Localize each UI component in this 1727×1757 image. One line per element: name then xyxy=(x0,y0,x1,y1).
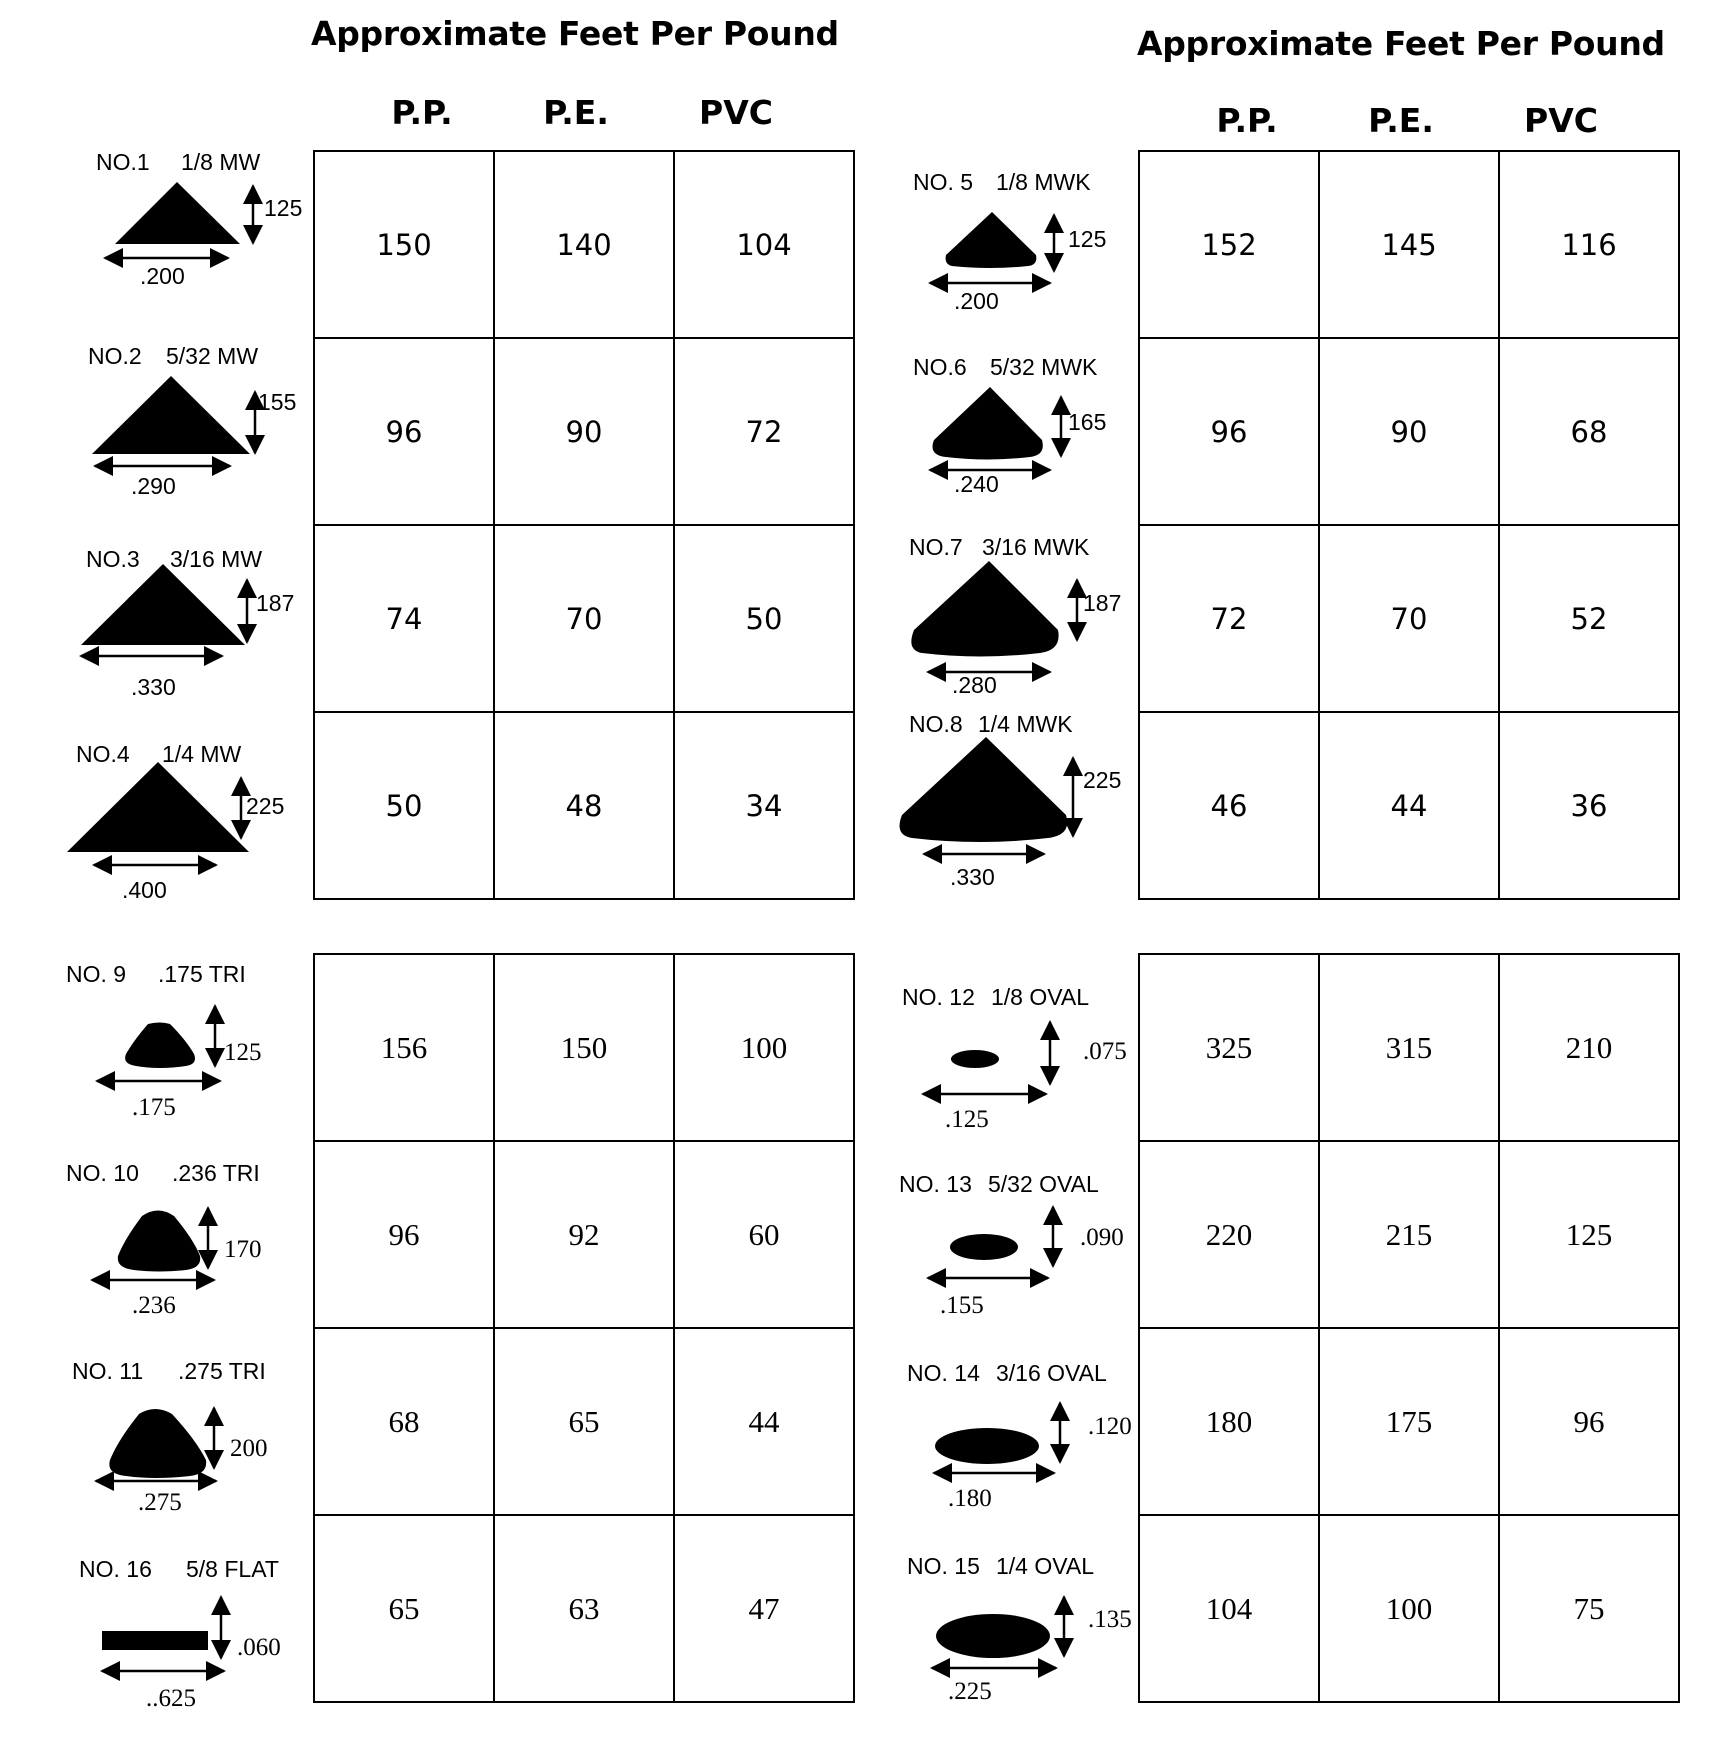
profile-size: 3/16 MW xyxy=(170,546,263,572)
value-cell: 47 xyxy=(674,1515,854,1702)
value-cell: 156 xyxy=(314,954,494,1141)
value-cell: 325 xyxy=(1139,954,1319,1141)
value-cell: 36 xyxy=(1499,712,1679,899)
oval-profile-icon xyxy=(935,1428,1039,1464)
profile-height: 187 xyxy=(1083,590,1122,616)
profile-size: 5/8 FLAT xyxy=(186,1556,279,1582)
value-cell: 90 xyxy=(494,338,674,525)
profile-number: NO. 5 xyxy=(913,169,974,195)
value-cell: 210 xyxy=(1499,954,1679,1141)
profile-number: NO.1 xyxy=(96,149,150,175)
profile-height: .090 xyxy=(1080,1224,1124,1251)
value-cell: 72 xyxy=(1139,525,1319,712)
dome-profile-icon xyxy=(125,1023,195,1069)
value-cell: 75 xyxy=(1499,1515,1679,1702)
oval-profile-icon xyxy=(936,1614,1050,1658)
value-cell: 220 xyxy=(1139,1141,1319,1328)
col-header-pe-left: P.E. xyxy=(543,93,609,132)
value-cell: 215 xyxy=(1319,1141,1499,1328)
profile-height: 165 xyxy=(1068,409,1107,435)
profile-height: .075 xyxy=(1083,1038,1127,1065)
value-cell: 34 xyxy=(674,712,854,899)
profile-height: 125 xyxy=(1068,226,1107,252)
profile-size: 3/16 MWK xyxy=(982,534,1090,560)
profile-size: .275 TRI xyxy=(178,1358,266,1384)
profile-number: NO.2 xyxy=(88,343,142,369)
triangle-profile-icon xyxy=(67,762,249,852)
profile-size: 5/32 OVAL xyxy=(988,1171,1099,1197)
value-cell: 52 xyxy=(1499,525,1679,712)
value-cell: 70 xyxy=(1319,525,1499,712)
profile-number: NO. 13 xyxy=(899,1171,972,1197)
profile-height: .120 xyxy=(1088,1413,1132,1440)
profile-size: 1/8 MWK xyxy=(996,169,1091,195)
profile-height: 225 xyxy=(1083,767,1122,793)
value-cell: 96 xyxy=(1499,1328,1679,1515)
profile-width: .200 xyxy=(954,288,999,314)
profile-width: .400 xyxy=(122,877,167,903)
profile-number: NO. 12 xyxy=(902,984,975,1010)
profile-width: .330 xyxy=(131,674,176,700)
profile-number: NO. 14 xyxy=(907,1360,980,1386)
col-header-pp-left: P.P. xyxy=(391,93,453,132)
value-cell: 145 xyxy=(1319,151,1499,338)
dome-profile-icon xyxy=(109,1409,206,1478)
rounded-triangle-profile-icon xyxy=(946,212,1037,268)
profile-width: .240 xyxy=(954,471,999,497)
col-header-pvc-right: PVC xyxy=(1524,101,1598,140)
profile-number: NO. 10 xyxy=(66,1160,139,1186)
profile-size: 1/8 OVAL xyxy=(991,984,1090,1010)
profile-width: .280 xyxy=(952,672,997,698)
value-cell: 180 xyxy=(1139,1328,1319,1515)
value-cell: 72 xyxy=(674,338,854,525)
profile-width: .275 xyxy=(138,1489,182,1516)
triangle-profile-icon xyxy=(92,376,250,454)
col-header-pvc-left: PVC xyxy=(699,93,773,132)
profile-size: 1/4 OVAL xyxy=(996,1553,1095,1579)
profile-height: 125 xyxy=(264,195,303,221)
value-cell: 92 xyxy=(494,1141,674,1328)
profile-size: 1/8 MW xyxy=(181,149,261,175)
dome-profile-icon xyxy=(118,1211,200,1272)
value-cell: 152 xyxy=(1139,151,1319,338)
value-cell: 96 xyxy=(314,1141,494,1328)
value-cell: 63 xyxy=(494,1515,674,1702)
profile-height: .135 xyxy=(1088,1606,1132,1633)
heading-right: Approximate Feet Per Pound xyxy=(1137,24,1665,63)
oval-profile-icon xyxy=(950,1234,1018,1260)
value-cell: 96 xyxy=(1139,338,1319,525)
rounded-triangle-profile-icon xyxy=(933,387,1043,460)
value-cell: 175 xyxy=(1319,1328,1499,1515)
profile-number: NO. 16 xyxy=(79,1556,152,1582)
profile-width: .236 xyxy=(132,1292,176,1319)
profile-size: 1/4 MW xyxy=(162,741,242,767)
profile-height: 125 xyxy=(224,1039,262,1066)
value-cell: 150 xyxy=(314,151,494,338)
value-cell: 315 xyxy=(1319,954,1499,1141)
flat-profile-icon xyxy=(102,1631,208,1650)
profile-width: .290 xyxy=(131,473,176,499)
value-cell: 48 xyxy=(494,712,674,899)
value-cell: 46 xyxy=(1139,712,1319,899)
profile-size: 5/32 MW xyxy=(166,343,259,369)
col-header-pe-right: P.E. xyxy=(1368,101,1434,140)
profile-width: .175 xyxy=(132,1094,176,1121)
value-cell: 140 xyxy=(494,151,674,338)
triangle-profile-icon xyxy=(81,564,245,645)
heading-left: Approximate Feet Per Pound xyxy=(311,14,839,53)
value-cell: 104 xyxy=(674,151,854,338)
profile-number: NO.6 xyxy=(913,354,967,380)
rounded-triangle-profile-icon xyxy=(900,737,1068,842)
value-cell: 100 xyxy=(1319,1515,1499,1702)
profile-height: 225 xyxy=(246,793,285,819)
value-cell: 44 xyxy=(674,1328,854,1515)
triangle-profile-icon xyxy=(115,182,240,244)
profile-width: .180 xyxy=(948,1485,992,1512)
value-cell: 50 xyxy=(314,712,494,899)
profile-width: .155 xyxy=(940,1292,984,1319)
profile-number: NO.8 xyxy=(909,711,963,737)
profile-width: .200 xyxy=(140,263,185,289)
profile-width: .125 xyxy=(945,1106,989,1133)
rounded-triangle-profile-icon xyxy=(911,561,1058,657)
value-cell: 70 xyxy=(494,525,674,712)
value-cell: 116 xyxy=(1499,151,1679,338)
value-cell: 68 xyxy=(314,1328,494,1515)
col-header-pp-right: P.P. xyxy=(1216,101,1278,140)
profile-size: .175 TRI xyxy=(158,961,246,987)
profile-number: NO.3 xyxy=(86,546,140,572)
profile-number: NO. 11 xyxy=(72,1358,144,1384)
profile-height: 187 xyxy=(256,590,295,616)
value-cell: 100 xyxy=(674,954,854,1141)
profile-number: NO. 15 xyxy=(907,1553,980,1579)
value-cell: 150 xyxy=(494,954,674,1141)
profile-width: .330 xyxy=(950,864,995,890)
profile-number: NO. 9 xyxy=(66,961,127,987)
value-cell: 90 xyxy=(1319,338,1499,525)
profile-size: 3/16 OVAL xyxy=(996,1360,1107,1386)
value-cell: 125 xyxy=(1499,1141,1679,1328)
value-cell: 60 xyxy=(674,1141,854,1328)
profile-height: 170 xyxy=(224,1236,262,1263)
profile-width: .225 xyxy=(948,1678,992,1705)
value-cell: 96 xyxy=(314,338,494,525)
value-cell: 44 xyxy=(1319,712,1499,899)
profile-height: 200 xyxy=(230,1435,268,1462)
profile-width: ..625 xyxy=(146,1685,196,1712)
profile-height: 155 xyxy=(258,389,297,415)
profile-height: .060 xyxy=(237,1634,281,1661)
oval-profile-icon xyxy=(951,1050,999,1068)
profile-size: 1/4 MWK xyxy=(978,711,1073,737)
profile-size: .236 TRI xyxy=(172,1160,260,1186)
value-cell: 65 xyxy=(314,1515,494,1702)
value-cell: 65 xyxy=(494,1328,674,1515)
value-cell: 104 xyxy=(1139,1515,1319,1702)
profile-number: NO.7 xyxy=(909,534,963,560)
profile-number: NO.4 xyxy=(76,741,130,767)
value-cell: 74 xyxy=(314,525,494,712)
profile-size: 5/32 MWK xyxy=(990,354,1098,380)
value-cell: 50 xyxy=(674,525,854,712)
value-cell: 68 xyxy=(1499,338,1679,525)
